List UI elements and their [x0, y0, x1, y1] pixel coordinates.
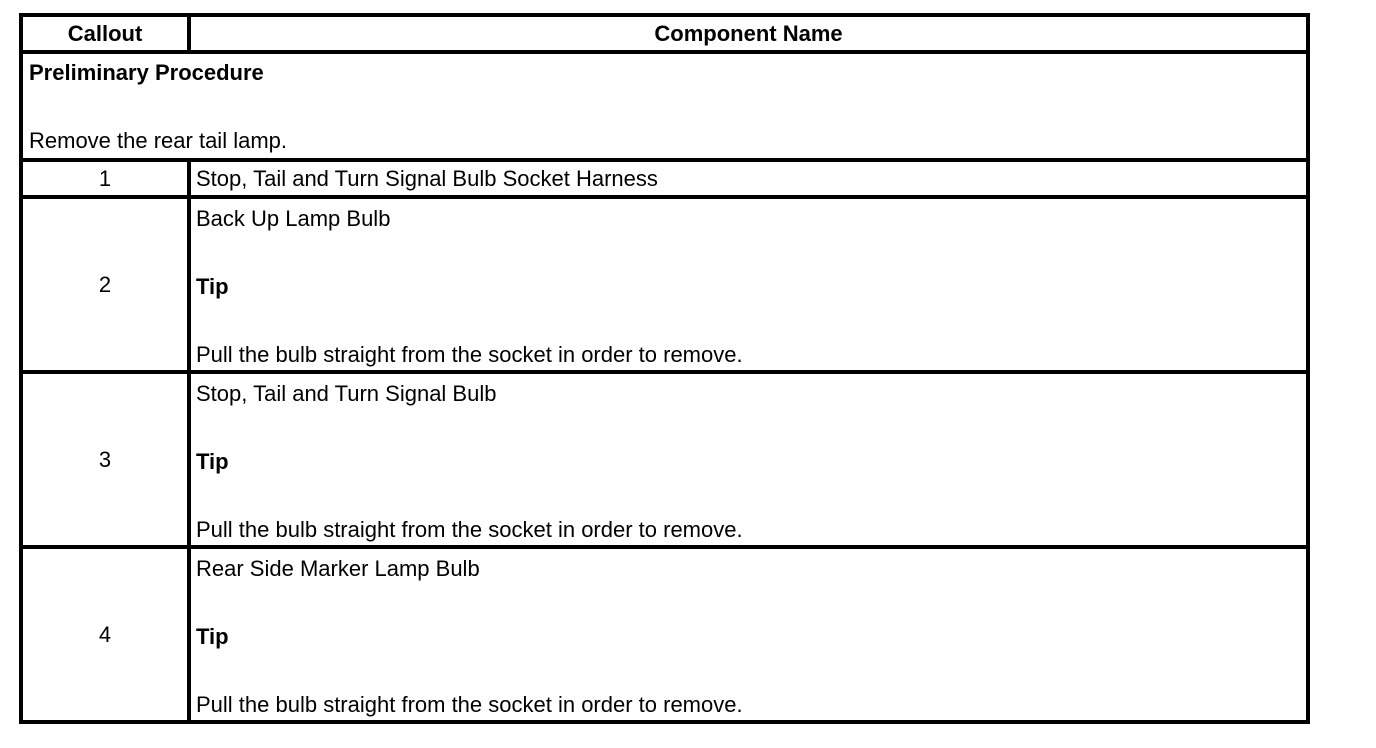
callout-number: 2 [21, 197, 189, 372]
tip-label: Tip [196, 449, 229, 474]
tip-text: Pull the bulb straight from the socket in order to remove. [196, 517, 743, 542]
tip-label: Tip [196, 624, 229, 649]
table-header-row [21, 15, 1308, 52]
preliminary-procedure-text: Remove the rear tail lamp. [29, 128, 287, 153]
component-name-cell [189, 547, 1308, 722]
component-name: Rear Side Marker Lamp Bulb [196, 556, 480, 581]
preliminary-procedure-cell [21, 52, 1308, 160]
callout-number: 1 [21, 160, 189, 197]
component-name: Stop, Tail and Turn Signal Bulb Socket Harness [189, 160, 1308, 197]
component-name-cell [189, 372, 1308, 547]
component-name-header: Component Name [189, 15, 1308, 52]
table-row [21, 372, 1308, 547]
tip-text: Pull the bulb straight from the socket in order to remove. [196, 692, 743, 717]
tip-text: Pull the bulb straight from the socket in order to remove. [196, 342, 743, 367]
table-row [21, 160, 1308, 197]
preliminary-procedure-row [21, 52, 1308, 160]
component-name: Back Up Lamp Bulb [196, 206, 391, 231]
component-table [19, 13, 1310, 724]
component-name: Stop, Tail and Turn Signal Bulb [196, 381, 497, 406]
preliminary-procedure-heading: Preliminary Procedure [29, 60, 264, 85]
tip-label: Tip [196, 274, 229, 299]
component-name-cell [189, 197, 1308, 372]
callout-header: Callout [21, 15, 189, 52]
callout-number: 4 [21, 547, 189, 722]
callout-number: 3 [21, 372, 189, 547]
table-row [21, 197, 1308, 372]
table-row [21, 547, 1308, 722]
